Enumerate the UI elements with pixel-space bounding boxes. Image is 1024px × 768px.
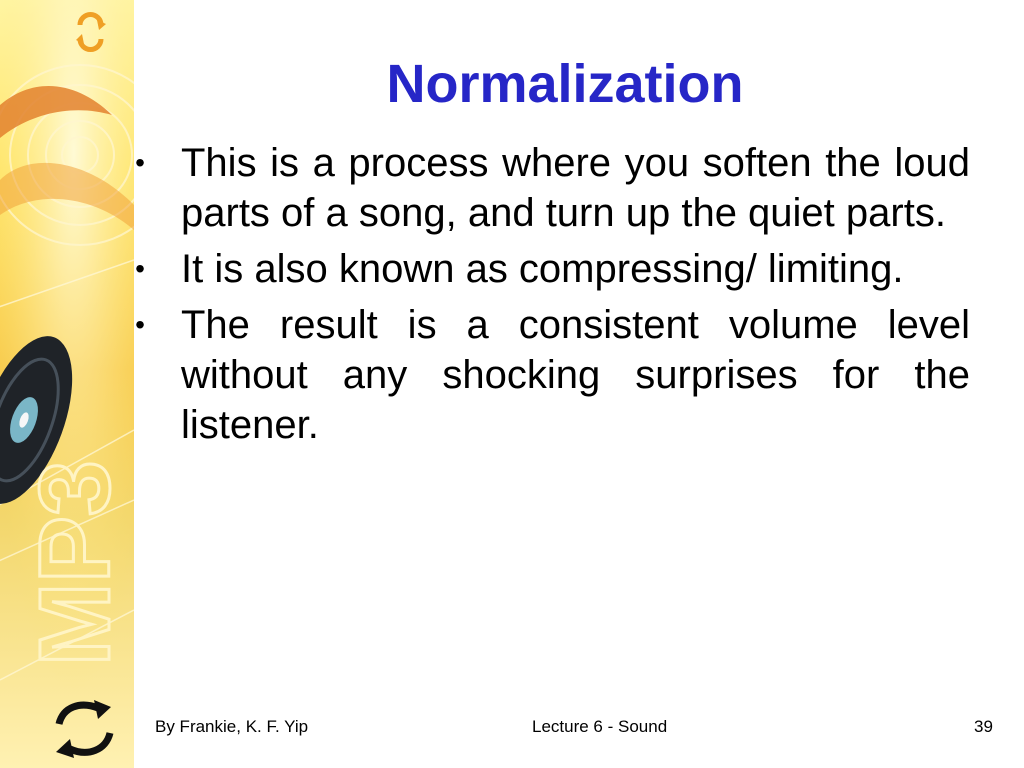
slide-title: Normalization xyxy=(386,54,744,114)
footer-lecture: Lecture 6 - Sound xyxy=(532,717,668,736)
bullet-text-3: The result is a consistent volume level without any shocking surprises for the listener. xyxy=(181,303,970,447)
page-number: 39 xyxy=(974,717,993,736)
mp3-watermark xyxy=(19,460,131,666)
bullet-marker: • xyxy=(135,253,145,284)
svg-text:MP3: MP3 xyxy=(19,460,131,666)
side-banner-art xyxy=(0,0,134,768)
bullet-item-1 xyxy=(130,138,970,238)
bullet-list xyxy=(130,138,970,456)
bullet-marker: • xyxy=(135,147,145,178)
bullet-text-2: It is also known as compressing/ limiting. xyxy=(181,247,904,291)
bullet-item-3 xyxy=(130,300,970,450)
bullet-item-2 xyxy=(130,244,970,294)
bullet-text-1: This is a process where you soften the loud parts of a song, and turn up the quiet parts. xyxy=(181,141,970,235)
footer-author: By Frankie, K. F. Yip xyxy=(155,717,309,736)
decorative-side-banner xyxy=(0,0,134,768)
bullet-marker: • xyxy=(135,309,145,340)
